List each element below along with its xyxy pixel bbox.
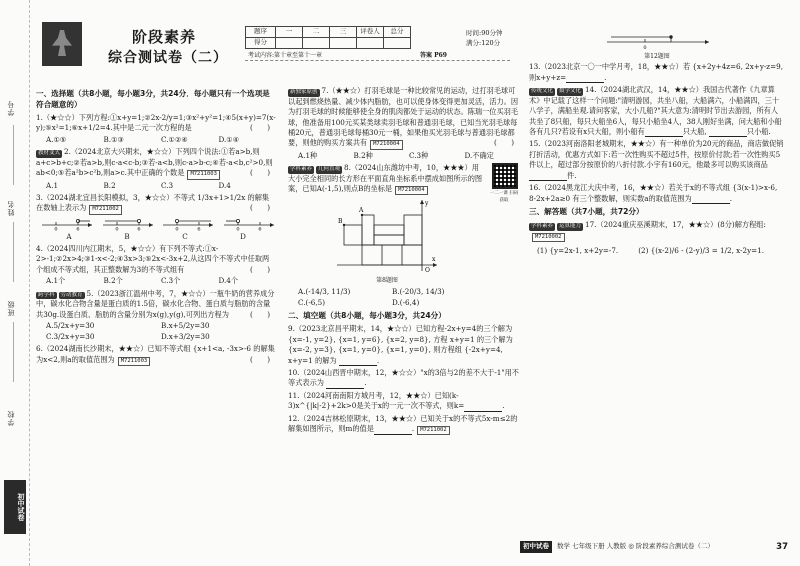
svg-text:x: x bbox=[432, 256, 436, 264]
q13-answer-blank[interactable] bbox=[566, 76, 604, 83]
svg-text:6: 6 bbox=[258, 226, 262, 231]
q10-answer-blank[interactable] bbox=[326, 382, 364, 389]
page-footer bbox=[520, 540, 788, 554]
q14-answer-blank-1[interactable] bbox=[645, 130, 683, 137]
svg-text:O: O bbox=[425, 267, 430, 274]
svg-text:0: 0 bbox=[115, 226, 119, 231]
svg-text:A: A bbox=[359, 207, 364, 215]
badge-icon bbox=[42, 22, 82, 66]
q4-option-c[interactable]: C.3个 bbox=[161, 276, 181, 286]
score-table: 题序 一 二 三 评卷人 总分 得分 bbox=[245, 26, 411, 49]
question-5: 跨学科 劳动教育 5.（2023浙江温州中考，7，★☆☆）一瓶牛奶的营养成分中，碳水化合物含量是蛋白质的1.5倍，碳水化合物、蛋白质与脂肪的含量共30g.设蛋白质、脂肪的含量分别为x(g),y(g),可列出方程为 ( ) A.5/2x+y=30 B.x+5/2y=30 C.3/2x+y=30 D.x+3/2y=30 bbox=[36, 288, 275, 341]
score-cell-2[interactable] bbox=[303, 38, 330, 49]
column-3 bbox=[529, 32, 785, 258]
score-cell-grader[interactable] bbox=[357, 38, 384, 49]
header-title-block bbox=[42, 22, 238, 74]
number-line-q12 bbox=[597, 32, 717, 50]
question-12: 12.（2024吉林松原期末，13，★★☆）已知关于x的不等式5x-m≤2的解集如图所示，则m的值是 . M7211002 bbox=[288, 414, 520, 436]
svg-text:6: 6 bbox=[76, 226, 80, 231]
svg-text:0: 0 bbox=[236, 226, 240, 231]
q5-option-a[interactable]: A.5/2x+y=30 bbox=[46, 321, 95, 331]
question-2: 教材变式 2.（2024北京大兴期末，★☆☆）下列四个说法:①若a>b,则a+c>b+c;②若a>b,则c-a<c-b;③若-a<b,则c-a>b-c;④若-a<b,c²>0,则ab<0;⑤若a²b>c²b,则a>c.其中正确的个数是 M7211003 ( ) A.1 B.2 C.3 D.4 bbox=[36, 147, 276, 191]
number-line-options bbox=[40, 217, 276, 231]
question-6: 6.（2024湖南长沙期末，★★☆）已知不等式组 {x+1<a, -3x>-6 的解集为x<2,则a的取值范围为 M7211003 ( ) bbox=[36, 344, 276, 366]
q2-option-d[interactable]: D.4 bbox=[218, 180, 231, 190]
name-label: 姓名 bbox=[7, 200, 15, 216]
q2-option-b[interactable]: B.2 bbox=[103, 180, 116, 190]
q7-option-b[interactable]: B.2种 bbox=[353, 150, 373, 160]
footer-brand: 初中试卷 bbox=[520, 541, 552, 552]
rectangle-pattern-figure bbox=[332, 197, 442, 273]
page-title-line1: 阶段素养 bbox=[132, 28, 197, 46]
question-1: 1.（★☆☆）下列方程:①x+y=1;②2x-2/y=1;③x²+y²=1;④5(x+y)=7(x-y);⑤x²=1;⑥x+1/2=4.其中是二元一次方程的是 ( ) A.①⑤ B.①③ C.①②④ D.①④ bbox=[36, 113, 276, 144]
question-8: 学科素养 几何直观 8.（2024山东潍坊中考，10，★★★）用大小完全相同的长方形在平面直角坐标系中摆成如图所示的图案，已知A(-1,5),则点B的坐标是 M7210004 一二一课 扫码获取 A B O x y 第8题图 A.(-14/3, 11/3) B.(-20/3, 14/3) C.(-6,5) D.(-6,4) bbox=[288, 163, 519, 307]
q1-option-a[interactable]: A.①⑤ bbox=[46, 134, 67, 144]
q12-answer-blank[interactable] bbox=[374, 428, 412, 435]
brand-logo: 初中试卷 bbox=[4, 480, 26, 534]
question-3: 3.（2024湖北宜昌长阳模拟，3，★☆☆）不等式 1/3x+1>1/2x 的解集在数轴上表示为 M7211002 ( ) 0 6 0 6 0 6 0 6 A B C D bbox=[36, 193, 276, 242]
section-choice-title: 一、选择题（共8小题，每小题3分，共24分．每小题只有一个选项是符合题意的） bbox=[36, 89, 270, 109]
section-fill-title: 二、填空题（共8小题，每小题3分，共24分） bbox=[288, 311, 446, 321]
binding-strip bbox=[0, 0, 30, 566]
question-17: 学科素养 运算能力 17.（2024重庆巫溪期末，17，★★☆）(8分)解方程组:M7210002 (1) {y=2x-1, x+2y=-7. (2) {(x-2)/6 - (2-y)/3 = 1/2, x-2y=1. bbox=[531, 220, 766, 255]
q1-option-c[interactable]: C.①②④ bbox=[161, 134, 188, 144]
page-title-line2: 综合测试卷（二） bbox=[108, 50, 228, 66]
score-cell-3[interactable] bbox=[330, 38, 357, 49]
q11-answer-blank[interactable] bbox=[464, 405, 502, 412]
question-15: 15.（2023河南洛阳老城期末，★★☆）有一种单价为20元的商品，商店做促销打折活动，优惠方式如下:若一次性购买不超过5件，按原价付款;若一次性购买5件以上，超过部分按原价的八折付款.小宇有160元，他最多可以购买该商品件. bbox=[529, 139, 784, 180]
class-label: 班级 bbox=[7, 300, 15, 316]
score-cell-1[interactable] bbox=[276, 38, 303, 49]
q1-option-d[interactable]: D.①④ bbox=[218, 134, 240, 144]
question-16: 16.（2024黑龙江大庆中考，16，★★☆）若关于x的不等式组 {3(x-1)>x-6, 8-2x+2a≥0 有三个整数解，则实数a的取值范围为 . bbox=[529, 183, 778, 203]
number-line-d[interactable] bbox=[222, 217, 276, 231]
svg-text:6: 6 bbox=[197, 226, 201, 231]
svg-text:0: 0 bbox=[643, 45, 647, 50]
q7-option-a[interactable]: A.1种 bbox=[298, 150, 318, 160]
q5-option-c[interactable]: C.3/2x+y=30 bbox=[46, 331, 95, 341]
q5-option-d[interactable]: D.x+3/2y=30 bbox=[161, 331, 210, 341]
svg-text:6: 6 bbox=[137, 226, 141, 231]
svg-text:B: B bbox=[338, 218, 343, 226]
tag-label: 教材变式 bbox=[38, 150, 61, 157]
question-4: 4.（2024四川内江期末，5，★☆☆）有下列不等式:①x-2>-1;②2x>4;③1-x<-2;④3x>3;⑤2x<-3x+2,从这四个不等式中任取两个组成不等式组，其正整数解为3的不等式组有 ( ) A.1个 B.2个 C.3个 D.4个 bbox=[36, 244, 276, 287]
column-2 bbox=[288, 86, 520, 437]
q8-option-c[interactable]: C.(-6,5) bbox=[298, 297, 325, 307]
q16-answer-blank[interactable] bbox=[692, 197, 730, 204]
exam-scope: 考试内容:第十章至第十一章 bbox=[248, 52, 323, 59]
q8-option-b[interactable]: B.(-20/3, 14/3) bbox=[392, 287, 445, 297]
score-cell-total[interactable] bbox=[384, 38, 411, 49]
page-number: 37 bbox=[776, 541, 788, 552]
question-7: 新独家原创 7.（★★☆）打羽毛球是一种比较常见的运动，过打羽毛球可以起到燃烧热量、减少体内脂肪，也可以使身体变得更加灵活，活力。因为打羽毛球的时候能够使全身的肌肉都处于运动的状态。陈瑞一位买羽毛球，他准备用100元买某类球卖羽毛球和普通羽毛球，已知当光羽毛球每桶20元，普通羽毛球每桶30元一桶，如果他买光羽毛球与普通羽毛球都要，则他的购买方案共有 M7210004 ( ) A.1种 B.2种 C.3种 D.不确定 bbox=[288, 86, 519, 160]
q1-option-b[interactable]: B.①③ bbox=[103, 134, 124, 144]
footer-info: 数学 七年级下册 人教版 ◎ 阶段素养综合测试卷（二） bbox=[557, 542, 714, 551]
q8-option-a[interactable]: A.(-14/3, 11/3) bbox=[298, 287, 351, 297]
question-13: 13.（2023北京一〇一中学月考，18，★★☆）若 {x+2y+4z=6, 2x+y-z=9, 则x+y+z= . bbox=[529, 62, 783, 82]
q2-option-a[interactable]: A.1 bbox=[46, 180, 59, 190]
figure-8-caption: 第8题图 bbox=[376, 276, 398, 284]
q4-option-a[interactable]: A.1个 bbox=[46, 276, 66, 286]
q4-option-b[interactable]: B.2个 bbox=[103, 276, 123, 286]
exam-meta: 时间:90分钟 满分:120分 bbox=[466, 29, 503, 48]
figure-12-caption: 第12题图 bbox=[644, 53, 670, 61]
q14-answer-blank-2[interactable] bbox=[709, 130, 747, 137]
section-answer-title: 三、解答题（共7小题，共72分） bbox=[529, 207, 644, 217]
q9-answer-blank[interactable] bbox=[339, 359, 377, 366]
svg-text:0: 0 bbox=[54, 226, 58, 231]
number-line-c[interactable] bbox=[161, 217, 215, 231]
school-label: 学校 bbox=[7, 410, 15, 426]
question-11: 11.（2024河南南阳方城月考，12，★★☆）已知(k-3)x^{|k|-2}+2k>0是关于x的一元一次不等式，则k= . bbox=[288, 390, 505, 411]
figure-12 bbox=[529, 32, 785, 62]
q7-option-d[interactable]: D.不确定 bbox=[464, 150, 494, 160]
question-14: 传统文化 数学文化 14.（2024湖北武汉，14，★★☆）我国古代著作《九章算术》中记载了这样一个问题:"清明游园，共坐八船，大船满六，小船满四，三十八学子，满船坐观.请问客家，大小几船?"其大意为:清明时节出去游园，所有人共坐了8只船，每只大船坐6人，每只小船坐4人，38人刚好坐满，问大船和小船各有几只?若设有x只大船，则小船有 只大船, 只小船. bbox=[529, 85, 782, 136]
q17-part-2: (2) {(x-2)/6 - (2-y)/3 = 1/2, x-2y=1. bbox=[638, 245, 765, 255]
column-1 bbox=[36, 86, 276, 368]
qr-code-icon bbox=[492, 163, 518, 189]
number-line-b[interactable] bbox=[101, 217, 155, 231]
q5-option-b[interactable]: B.x+5/2y=30 bbox=[161, 321, 210, 331]
svg-text:y: y bbox=[425, 200, 429, 208]
svg-text:0: 0 bbox=[175, 226, 179, 231]
q15-answer-blank[interactable] bbox=[529, 174, 567, 181]
student-id-label: 学号 bbox=[7, 100, 15, 116]
number-line-a[interactable] bbox=[40, 217, 94, 231]
answer-ref: 答案 P69 bbox=[420, 52, 447, 59]
q8-option-d[interactable]: D.(-6,4) bbox=[392, 297, 420, 307]
q2-option-c[interactable]: C.3 bbox=[161, 180, 174, 190]
q7-option-c[interactable]: C.3种 bbox=[409, 150, 429, 160]
question-10: 10.（2024山西晋中期末，12，★☆☆）"x的3倍与2的差不大于-1"用不等式表示为 . bbox=[288, 368, 519, 388]
q17-part-1: (1) {y=2x-1, x+2y=-7. bbox=[537, 245, 619, 255]
question-9: 9.（2023北京昌平期末，14，★☆☆）已知方程-2x+y=4的三个解为 {x=-1, y=2}, {x=1, y=6}, {x=2, y=8}, 方程 x+y=1 的三个解为 {x=-2, y=3}, {x=1, y=0}, {x=1, y=0}, 则方程组 {-2x+y=4, x+y=1 的解为 . bbox=[288, 324, 513, 365]
q4-option-d[interactable]: D.4个 bbox=[218, 276, 239, 286]
